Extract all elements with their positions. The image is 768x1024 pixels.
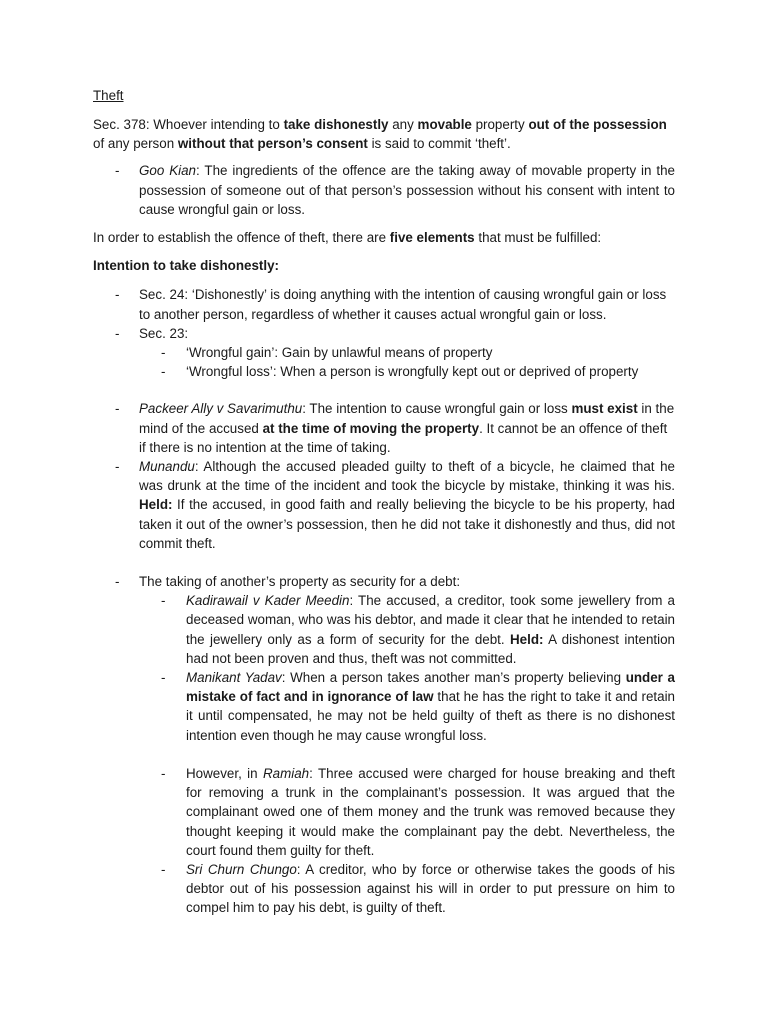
text-run: : The accused, a creditor, took some jewellery from a deceased woman, who was his debtor, and made it clear that he intended to retain the jewellery only as a form of security for the debt. xyxy=(186,593,675,647)
sec-378-paragraph xyxy=(93,115,675,153)
text-run: is said to commit ‘theft’. xyxy=(367,136,511,152)
case-name: Ramiah xyxy=(262,765,310,781)
text-run: However, in xyxy=(186,765,263,781)
bullet-dash: - xyxy=(115,401,120,417)
text-run: Sec. 378: Whoever intending to xyxy=(93,117,284,132)
held-label: Held: xyxy=(139,497,173,513)
bullet-dash: - xyxy=(161,593,166,609)
text-run: : The intention to cause wrongful gain or loss xyxy=(302,401,572,417)
sub-item-wrongful-gain xyxy=(93,343,675,362)
five-elements-paragraph xyxy=(93,228,675,247)
text-run: : A creditor, who by force or otherwise takes the goods of his debtor out of his possession against his will in order to put pressure on him to compel him to pay his debt, is guilty of theft. xyxy=(186,861,675,916)
item-text: ‘Wrongful loss’: When a person is wrongfully kept out or deprived of property xyxy=(186,364,639,380)
sub-item-kadirawail xyxy=(93,591,675,668)
bullet-dash: - xyxy=(115,325,120,341)
text-run: If the accused, in good faith and really believing the bicycle to be his property, had taken it out of the owner’s possession, then he did not take it dishonestly and thus, did not commit theft. xyxy=(139,497,675,551)
text-run: any xyxy=(388,117,418,132)
item-text xyxy=(186,764,675,860)
item-text xyxy=(139,399,675,457)
item-text: ‘Wrongful gain’: Gain by unlawful means of property xyxy=(186,345,493,361)
bullet-dash: - xyxy=(161,765,166,781)
case-name: Sri Churn Chungo xyxy=(186,861,297,877)
item-text: The taking of another’s property as security for a debt: xyxy=(139,574,461,590)
page-title: Theft xyxy=(93,88,124,103)
text-run: property xyxy=(471,117,529,132)
bold-run: five elements xyxy=(389,230,475,246)
text-run: : The ingredients of the offence are the taking away of movable property in the possession of someone out of that person’s possession without his consent with intent to cause wrongful gain or loss. xyxy=(139,163,675,217)
list-item-sec-24 xyxy=(93,285,675,323)
text-run: that must be fulfilled: xyxy=(474,230,602,246)
bold-run: movable xyxy=(417,117,472,132)
item-text: Sec. 24: ‘Dishonestly’ is doing anything with the intention of causing wrongful gain or loss to another person, regardless of whether it causes actual wrongful gain or loss. xyxy=(139,287,667,322)
bullet-dash: - xyxy=(161,670,166,686)
sub-item-manikant xyxy=(93,668,675,745)
item-text xyxy=(139,161,675,219)
bullet-dash: - xyxy=(161,364,166,380)
item-text xyxy=(186,668,675,745)
bold-run: out of the possession xyxy=(528,117,667,132)
item-text xyxy=(186,591,675,668)
heading-text: Intention to take dishonestly: xyxy=(93,258,279,274)
text-run: of any person xyxy=(93,136,178,152)
document-page xyxy=(93,86,675,918)
bold-run: at the time of moving the property xyxy=(262,420,480,436)
bullet-dash: - xyxy=(161,345,166,361)
section-heading xyxy=(93,256,675,275)
text-run: : Three accused were charged for house breaking and theft for removing a trunk in the complainant’s possession. It was argued that the complainant owed one of them money and the trunk was removed because they thought keeping it would make the complainant pay the debt. Nevertheless, the court found them guilty for theft. xyxy=(186,765,675,858)
bold-run: without that person’s consent xyxy=(177,136,368,152)
item-text: Sec. 23: xyxy=(139,325,189,341)
list-item-goo-kian xyxy=(93,161,675,219)
item-text xyxy=(139,457,675,553)
text-run: In order to establish the offence of theft, there are xyxy=(93,230,390,246)
case-name: Packeer Ally v Savarimuthu xyxy=(139,401,303,417)
bullet-dash: - xyxy=(115,574,120,590)
text-run: that he has the right to take it and retain it until compensated, he may not be held guilty of theft as there is no dishonest intention even though he may cause wrongful loss. xyxy=(186,689,675,743)
text-run: in the mind of the accused xyxy=(139,401,675,436)
list-item-munandu xyxy=(93,457,675,553)
text-run: A dishonest intention had not been proven and thus, theft was not committed. xyxy=(186,631,675,666)
case-name: Kadirawail v Kader Meedin xyxy=(186,593,350,609)
bullet-dash: - xyxy=(161,861,166,877)
bold-run: under a mistake of fact and in ignorance of law xyxy=(186,670,675,705)
bold-run: take dishonestly xyxy=(283,117,389,132)
held-label: Held: xyxy=(510,631,544,647)
list-item-sec-23 xyxy=(93,324,675,343)
bullet-dash: - xyxy=(115,163,120,179)
sub-item-sri-churn-chungo xyxy=(93,860,675,918)
sub-item-wrongful-loss xyxy=(93,362,675,381)
case-name: Munandu xyxy=(139,459,195,475)
bullet-dash: - xyxy=(115,287,120,303)
text-run: : Although the accused pleaded guilty to theft of a bicycle, he claimed that he was drunk at the time of the incident and took the bicycle by mistake, thinking it was his. xyxy=(139,459,675,494)
text-run: . It cannot be an offence of theft if there is no intention at the time of taking. xyxy=(139,420,668,455)
case-name: Goo Kian xyxy=(139,163,197,179)
text-run: : When a person takes another man’s property believing xyxy=(281,670,626,686)
case-name: Manikant Yadav xyxy=(186,670,282,686)
bold-run: must exist xyxy=(571,401,638,417)
item-text xyxy=(186,860,675,918)
bullet-dash: - xyxy=(115,459,120,475)
list-item-security xyxy=(93,572,675,591)
sub-item-ramiah xyxy=(93,764,675,860)
list-item-packeer-ally xyxy=(93,399,675,457)
